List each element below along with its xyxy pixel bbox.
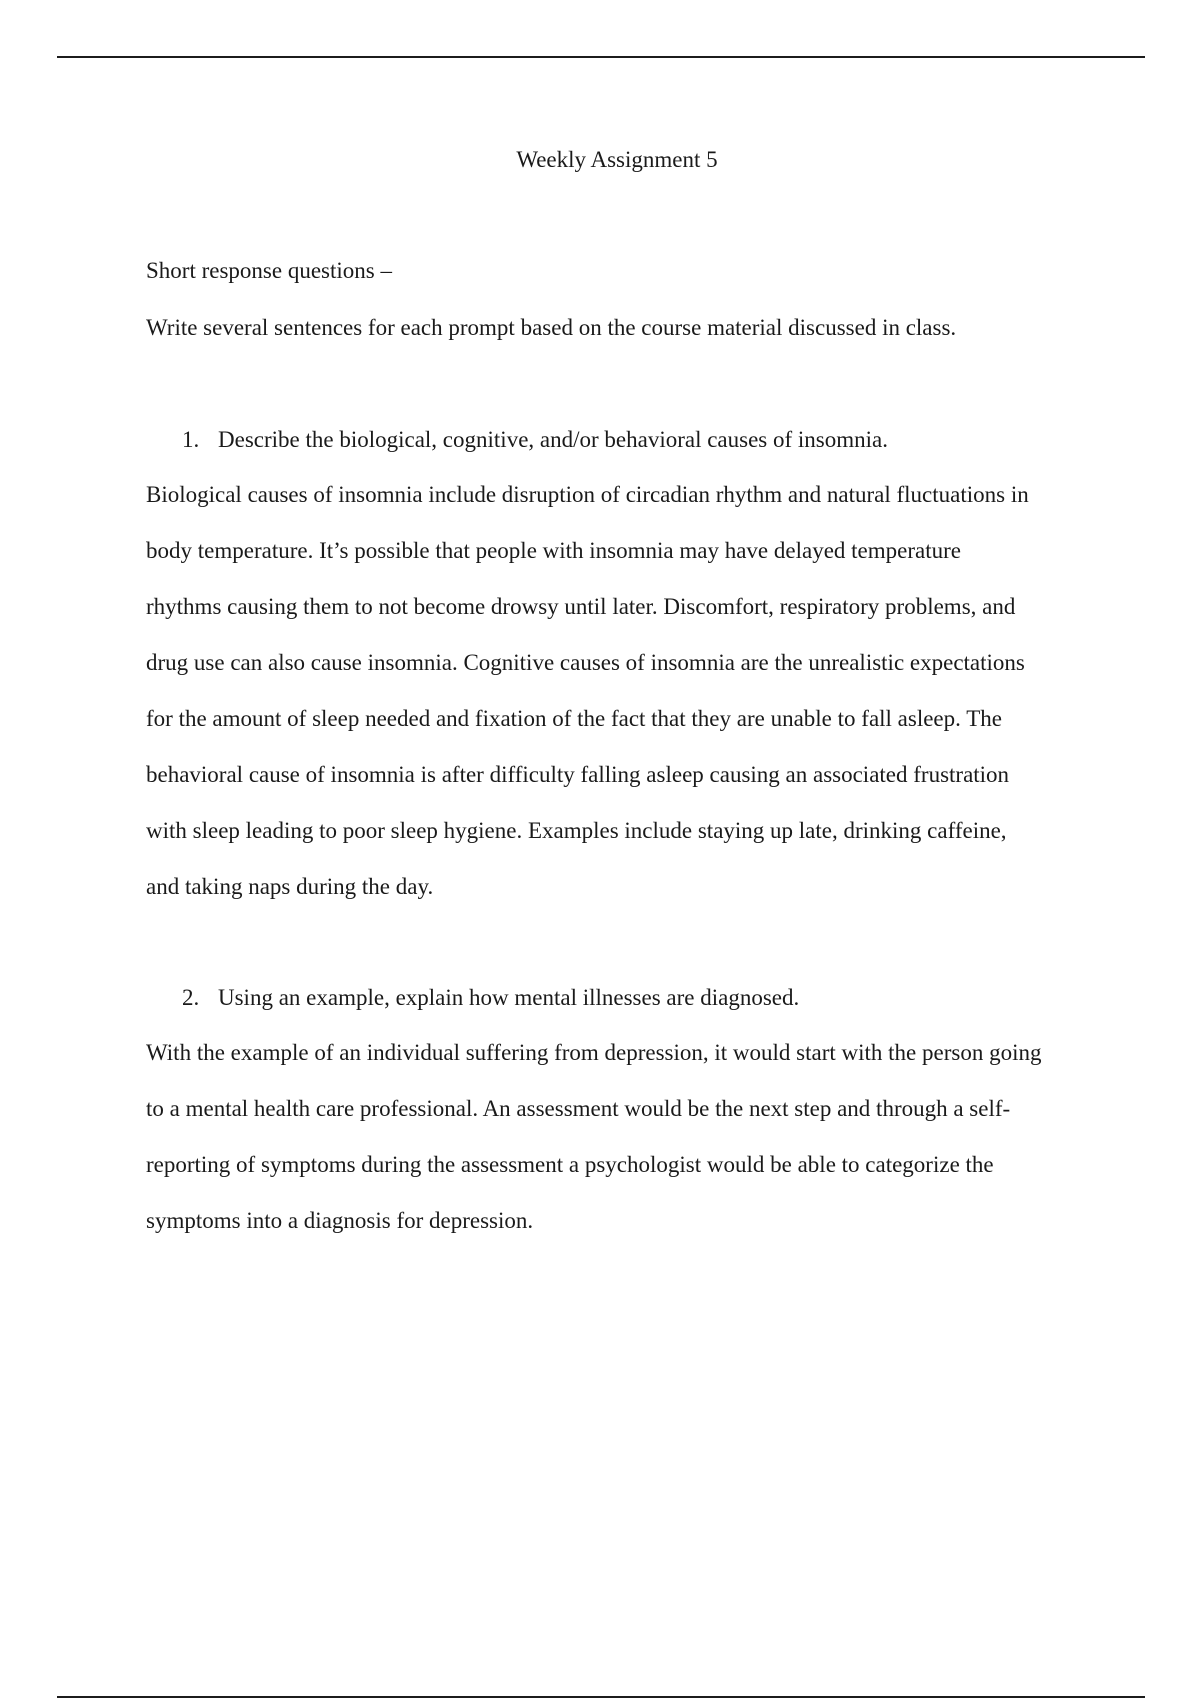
answer-line: drug use can also cause insomnia. Cognitive causes of insomnia are the unrealistic expectations	[146, 650, 1025, 675]
question-2-answer	[146, 1039, 1041, 1263]
question-1-answer	[146, 481, 1029, 929]
answer-line: for the amount of sleep needed and fixation of the fact that they are unable to fall asleep. The	[146, 706, 1002, 731]
answer-line: and taking naps during the day.	[146, 874, 434, 899]
answer-line: to a mental health care professional. An assessment would be the next step and through a self-	[146, 1096, 1011, 1121]
answer-line: body temperature. It’s possible that people with insomnia may have delayed temperature	[146, 538, 961, 563]
answer-line: With the example of an individual suffering from depression, it would start with the person going	[146, 1040, 1042, 1065]
footer-rule	[57, 1696, 1145, 1698]
answer-line: rhythms causing them to not become drowsy until later. Discomfort, respiratory problems, and	[146, 594, 1016, 619]
header-rule	[57, 56, 1145, 58]
answer-line: Biological causes of insomnia include disruption of circadian rhythm and natural fluctuations in	[146, 482, 1029, 507]
question-1-text: Describe the biological, cognitive, and/or behavioral causes of insomnia.	[218, 427, 888, 452]
answer-line: symptoms into a diagnosis for depression.	[146, 1208, 534, 1233]
page-title: Weekly Assignment 5	[516, 147, 718, 172]
answer-line: behavioral cause of insomnia is after difficulty falling asleep causing an associated frustration	[146, 762, 1010, 787]
question-2-prompt	[182, 984, 799, 1012]
instructions-text: Write several sentences for each prompt based on the course material discussed in class.	[146, 315, 957, 340]
section-heading: Short response questions –	[146, 258, 392, 283]
question-1-prompt	[182, 426, 888, 454]
answer-line: with sleep leading to poor sleep hygiene. Examples include staying up late, drinking caffeine,	[146, 818, 1007, 843]
answer-line: reporting of symptoms during the assessment a psychologist would be able to categorize the	[146, 1152, 994, 1177]
question-1-number: 1.	[182, 427, 200, 452]
question-2-text: Using an example, explain how mental illnesses are diagnosed.	[218, 985, 800, 1010]
question-2-number: 2.	[182, 985, 200, 1010]
